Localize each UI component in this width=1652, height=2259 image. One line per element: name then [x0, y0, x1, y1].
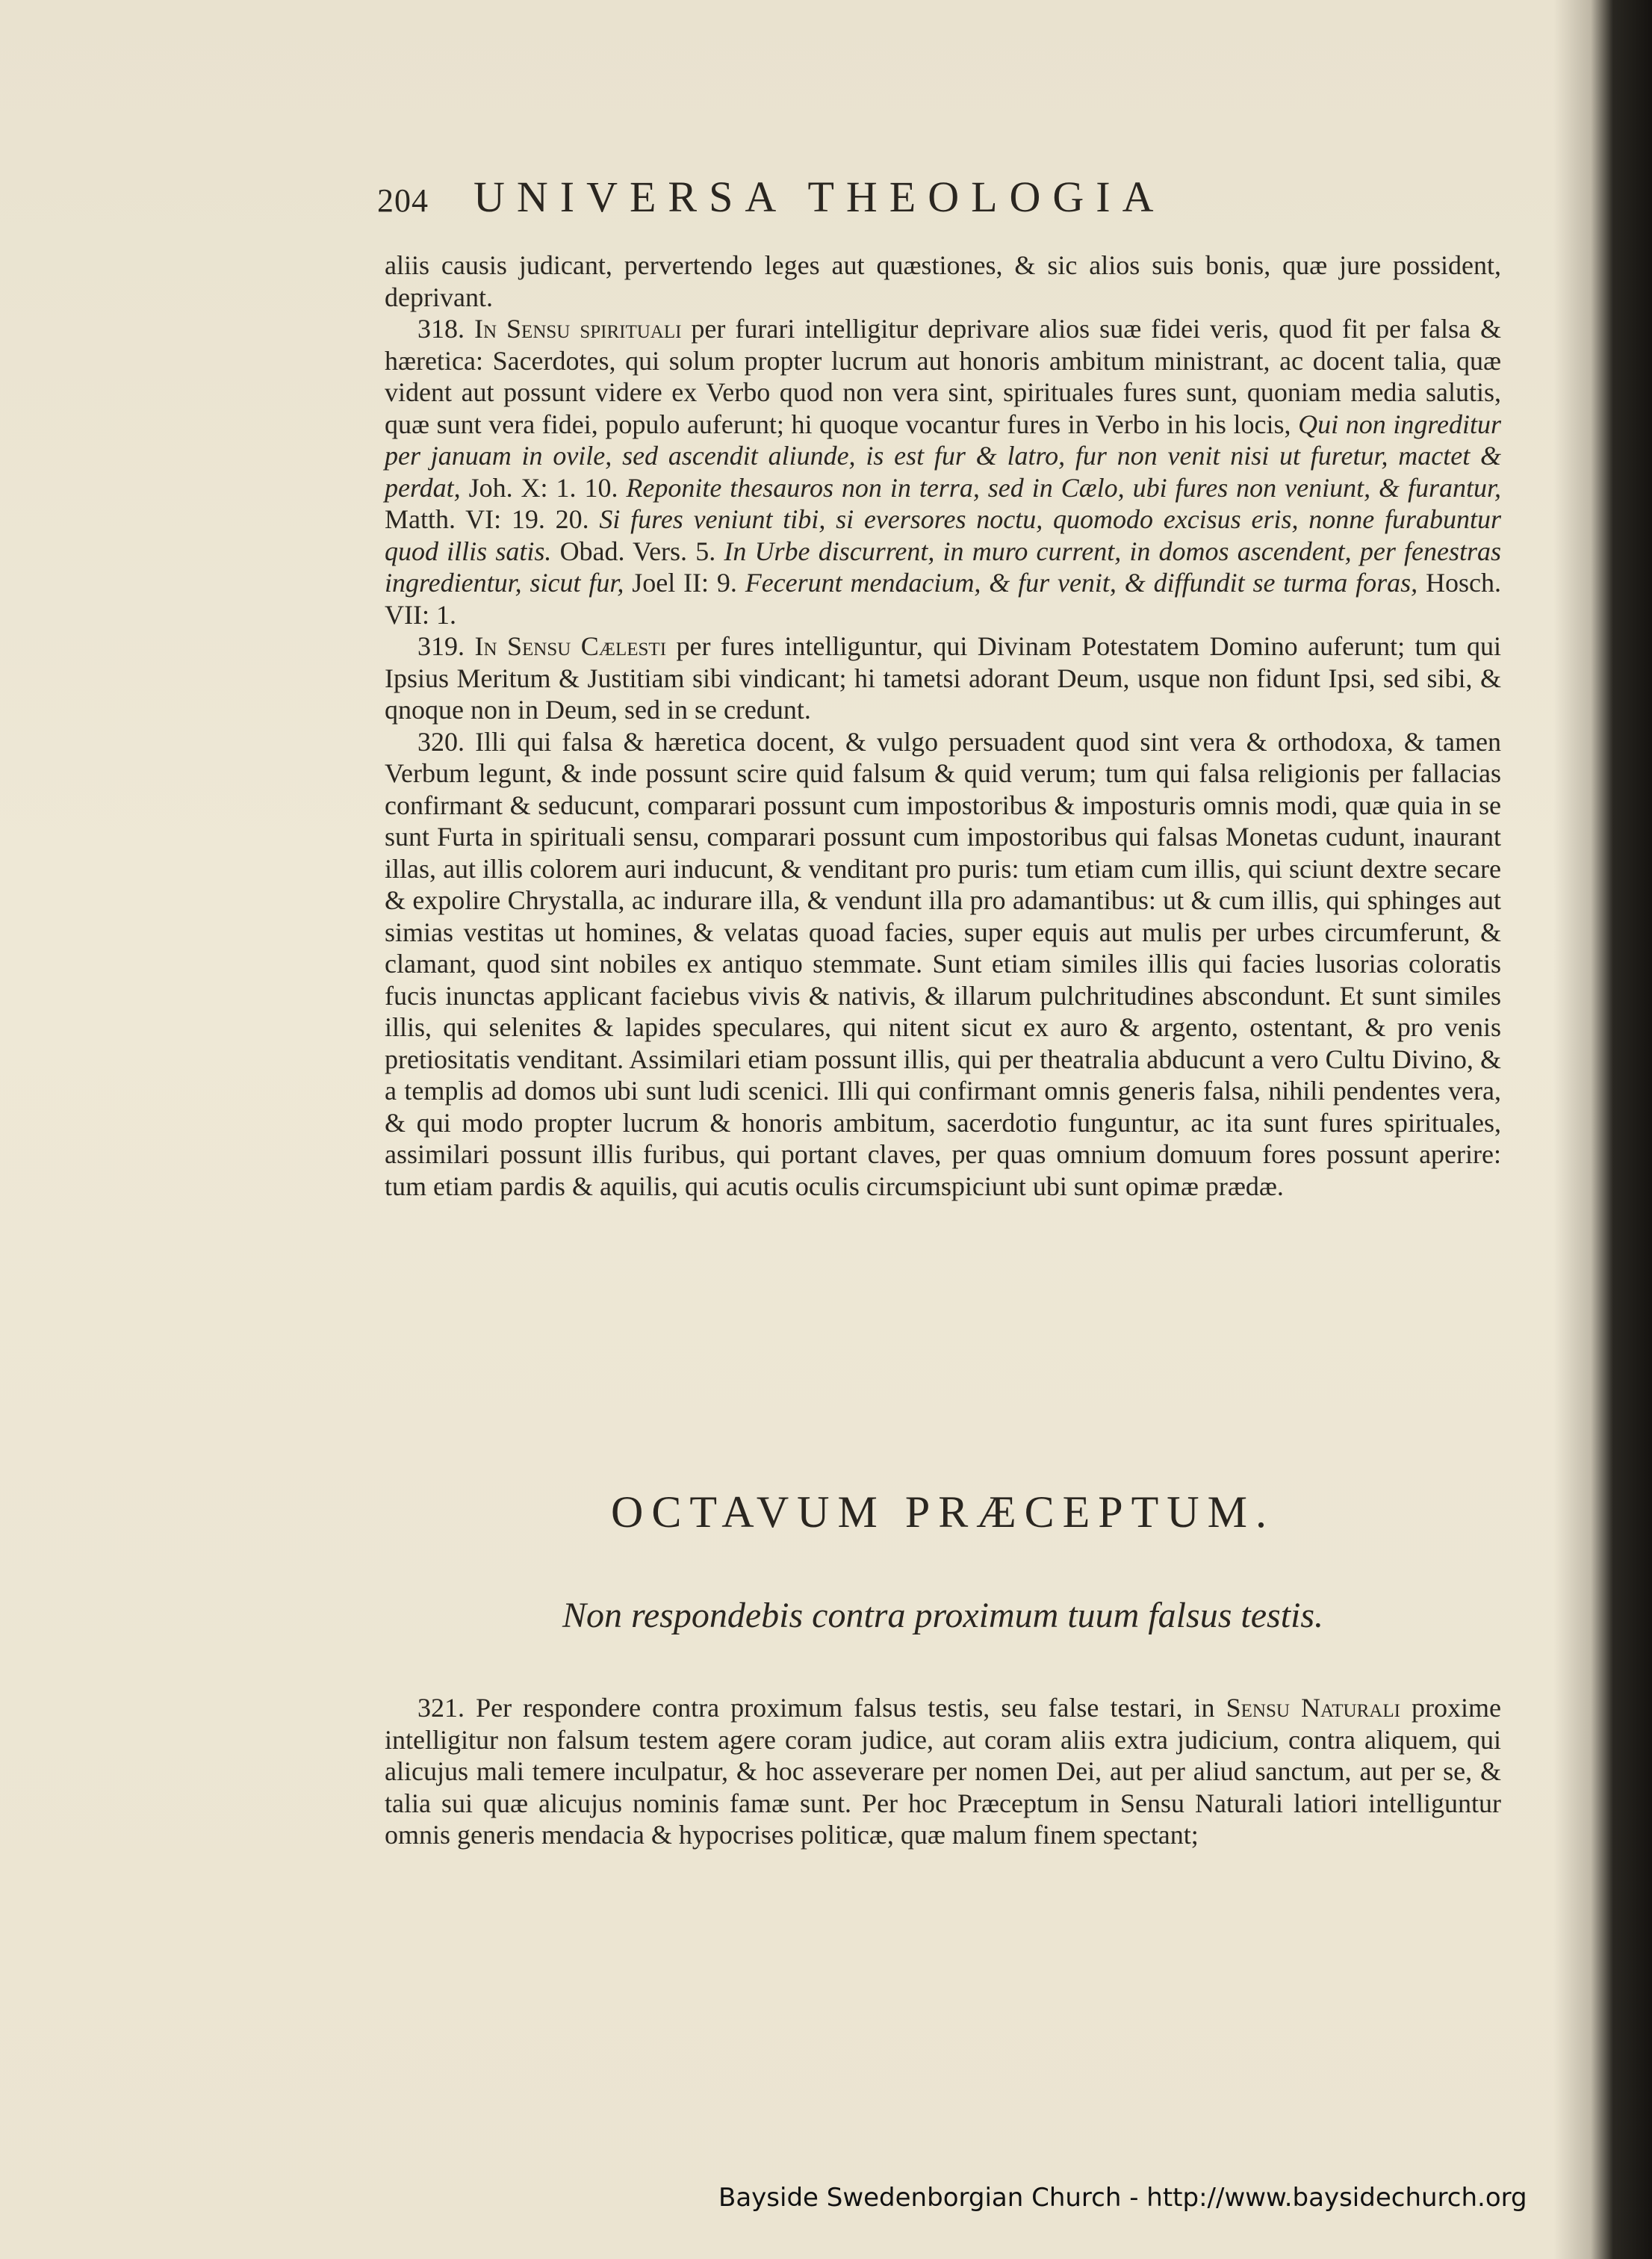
scripture-quote: Si fures veniunt tibi, si eversores noctu, quomodo excisus eris, nonne furabuntur quod illis satis.: [385, 504, 1501, 566]
scripture-reference: Hosch. VII: 1.: [385, 568, 1501, 630]
scripture-quote: In Urbe discurrent, in muro current, in domos ascendent, per fenestras ingredientur, sicut fur,: [385, 536, 1501, 598]
scripture-reference: Matth. VI: 19. 20.: [385, 504, 600, 534]
scripture-quote: Reponite thesauros non in terra, sed in Cælo, ubi fures non veniunt, & furantur,: [626, 472, 1501, 503]
bottom-text-block: [385, 1692, 1501, 1851]
paragraph-text: per furari intelligitur deprivare alios suæ fidei veris, quod fit per falsa & hæretica: Sacerdotes, qui solum propter lucrum aut honoris ambitum ministrant, ac docent talia, quæ vident aut possunt videre ex Verbo quod non vera sint, spirituales fures sunt, quoniam media salutis, quæ sunt vera fidei, populo auferunt; hi quoque vocantur fures in Verbo in his locis,: [385, 314, 1501, 439]
paragraph-318: [385, 313, 1501, 630]
paragraph-321: [385, 1692, 1501, 1851]
section-subtitle: Non respondebis contra proximum tuum falsus testis.: [562, 1596, 1324, 1635]
scripture-reference: Joel II: 9.: [624, 568, 745, 598]
top-text-block: [385, 250, 1501, 1202]
scripture-quote: Fecerunt mendacium, & fur venit, & diffundit se turma foras,: [745, 568, 1418, 598]
paragraph-number: 321.: [417, 1693, 465, 1723]
sense-label: In Sensu spirituali: [474, 314, 682, 344]
sense-label: In Sensu Cælesti: [474, 631, 667, 661]
paragraph-text: Per respondere contra proximum falsus testis, seu false testari, in: [465, 1693, 1226, 1723]
scripture-quote: Qui non ingreditur per januam in ovile, sed ascendit aliunde, is est fur & latro, fur non venit nisi ut furetur, mactet & perdat,: [385, 409, 1501, 503]
paragraph-text: proxime intelligitur non falsum testem agere coram judice, aut coram aliis extra judicium, contra aliquem, qui alicujus mali temere inculpatur, & hoc asseverare per nomen Dei, aut per aliud sanctum, aut per se, & talia sui quæ alicujus nominis famæ sunt. Per hoc Præceptum in Sensu Naturali latiori intelliguntur omnis generis mendacia & hypocrises politicæ, quæ malum finem spectant;: [385, 1693, 1501, 1850]
page-header: [377, 172, 1385, 239]
paragraph-319: [385, 630, 1501, 726]
watermark: Bayside Swedenborgian Church - http://www.baysidechurch.org: [718, 2183, 1527, 2213]
paragraph-continued: aliis causis judicant, pervertendo leges aut quæstiones, & sic alios suis bonis, quæ jure possident, deprivant.: [385, 250, 1501, 312]
scripture-reference: Obad. Vers. 5.: [551, 536, 724, 566]
paragraph-number: 318.: [417, 314, 465, 344]
sense-label: Sensu Naturali: [1226, 1693, 1400, 1723]
page-number: 204: [377, 182, 429, 219]
scripture-reference: Joh. X: 1. 10.: [460, 472, 627, 503]
section-heading: OCTAVUM PRÆCEPTUM.: [611, 1487, 1275, 1537]
running-title: UNIVERSA THEOLOGIA: [473, 173, 1166, 221]
paragraph-320: 320. Illi qui falsa & hæretica docent, & vulgo persuadent quod sint vera & orthodoxa, & tamen Verbum legunt, & inde possunt scire quid falsum & quid verum; tum qui falsa religionis per fallacias confirmant & seducunt, comparari possunt cum impostoribus & imposturis omnis modi, quæ quia in se sunt Furta in spirituali sensu, comparari possunt cum impostoribus qui falsas Monetas cudunt, inaurant illas, aut illis colorem auri inducunt, & venditant pro puris: tum etiam cum illis, qui sciunt dextre secare & expolire Chrystalla, ac indurare illa, & vendunt illa pro adamantibus: ut & cum illis, qui sphinges aut simias vestitas ut homines, & velatas quoad facies, super equis aut mulis per urbes circumferunt, & clamant, quod sint nobiles ex antiquo stemmate. Sunt etiam similes illis qui facies lusorias coloratis fucis inunctas applicant faciebus vivis & nativis, & illarum pulchritudines abscondunt. Et sunt similes illis, qui selenites & lapides speculares, qui nitent sicut ex auro & argento, ostentant, & pro venis pretiositatis venditant. Assimilari etiam possunt illis, qui per theatralia abducunt a vero Cultu Divino, & a templis ad domos ubi sunt ludi scenici. Illi qui confirmant omnis generis falsa, nihili pendentes vera, & qui modo propter lucrum & honoris ambitum, sacerdotio funguntur, ac ita sunt fures spirituales, assimilari possunt illis furibus, qui portant claves, per quas omnium domuum fores possunt aperire: tum etiam pardis & aquilis, qui acutis oculis circumspiciunt ubi sunt opimæ prædæ.: [385, 726, 1501, 1201]
paragraph-number: 319.: [417, 631, 465, 661]
paragraph-text: per fures intelliguntur, qui Divinam Potestatem Domino auferunt; tum qui Ipsius Meritum & Justitiam sibi vindicant; hi tametsi adorant Deum, usque non fidunt Ipsi, sed sibi, & qnoque non in Deum, sed in se credunt.: [385, 631, 1502, 725]
